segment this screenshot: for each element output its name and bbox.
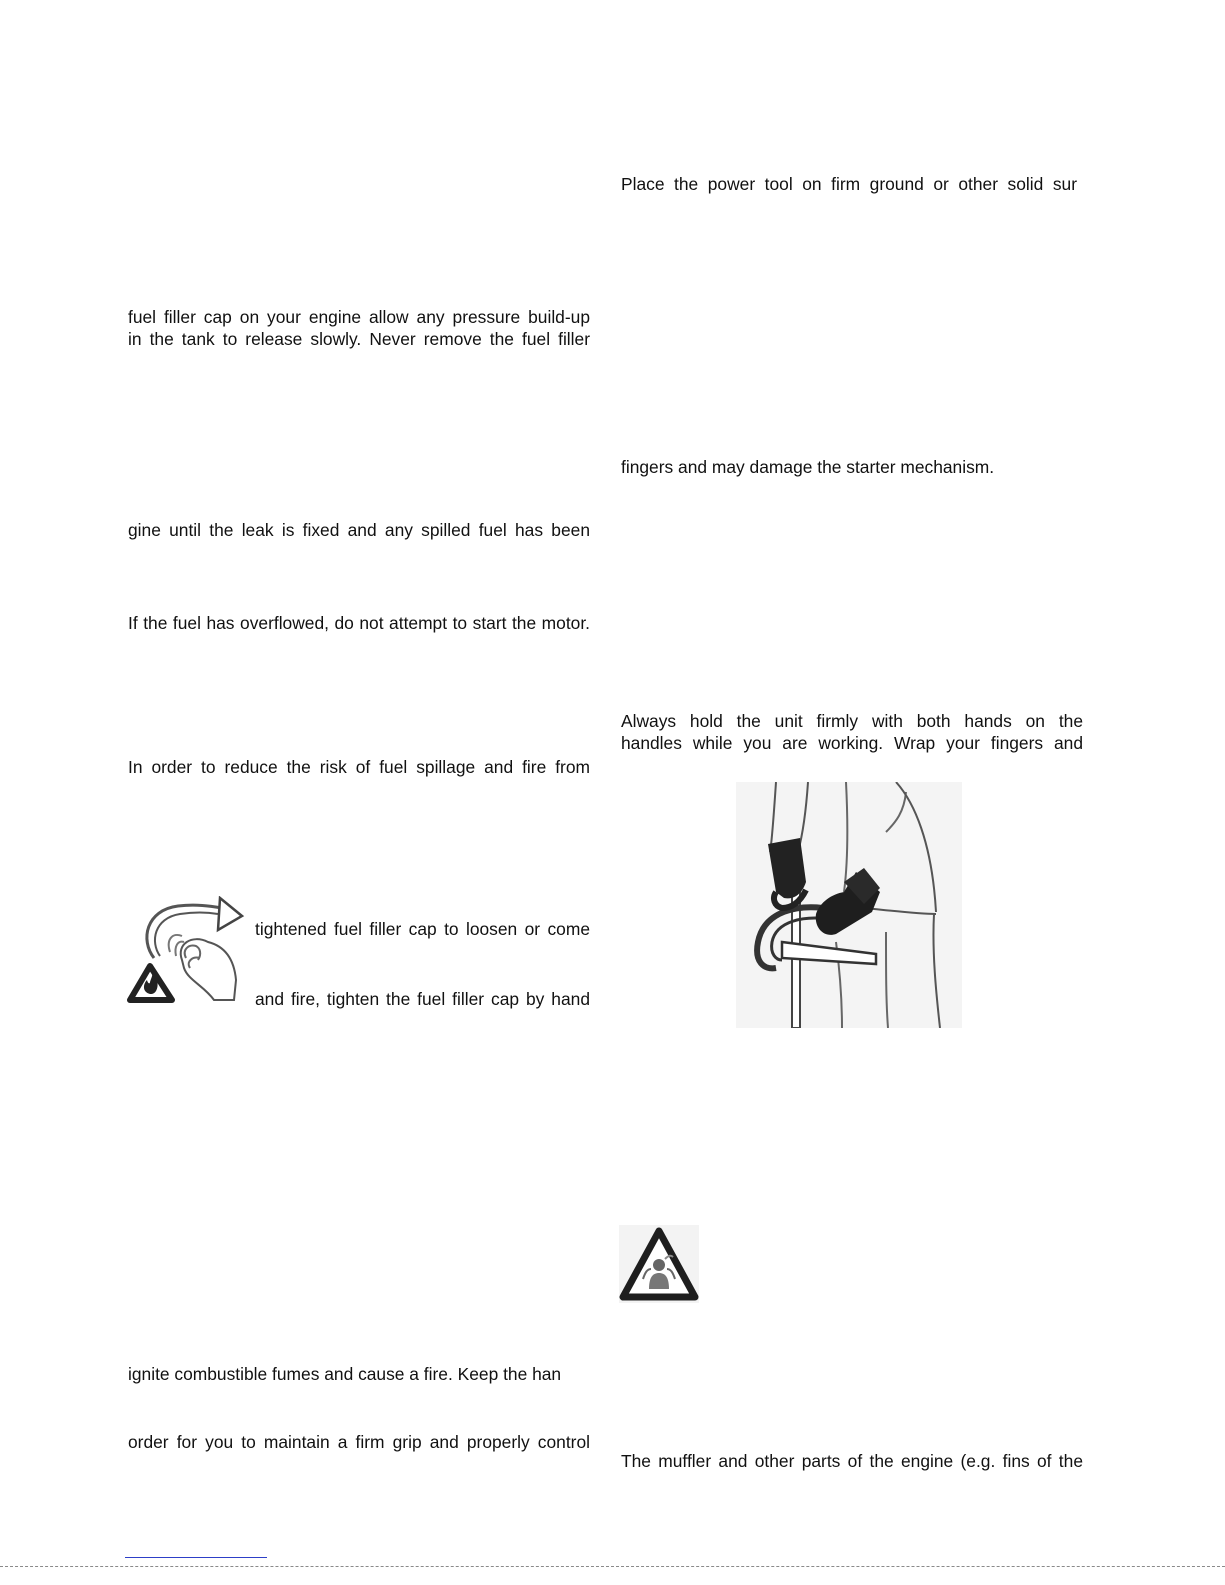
right-text-line: fingers and may damage the starter mechanism.: [621, 457, 995, 477]
hot-surface-warning-icon: [619, 1225, 699, 1303]
right-text-line: handles while you are working. Wrap your fingers and: [621, 733, 1083, 753]
footer-link-rule: [125, 1557, 267, 1558]
left-text-line: tightened fuel filler cap to loosen or come: [255, 919, 590, 939]
left-text-line: ignite combustible fumes and cause a fire. Keep the han: [128, 1364, 562, 1384]
left-text-line: fuel filler cap on your engine allow any pressure build-up: [128, 307, 590, 327]
left-text-line: In order to reduce the risk of fuel spillage and fire from: [128, 757, 590, 777]
left-text-line: order for you to maintain a firm grip and properly control: [128, 1432, 590, 1452]
left-text-line: gine until the leak is fixed and any spilled fuel has been: [128, 520, 590, 540]
right-text-line: Place the power tool on firm ground or other solid sur: [621, 174, 1077, 194]
left-text-line: in the tank to release slowly. Never remove the fuel filler: [128, 329, 590, 349]
right-text-line: Always hold the unit firmly with both hands on the: [621, 711, 1083, 731]
right-text-line: The muffler and other parts of the engine (e.g. fins of the: [621, 1451, 1083, 1471]
fuel-cap-tighten-fire-warning-icon: [126, 896, 246, 1004]
left-text-line: and fire, tighten the fuel filler cap by hand: [255, 989, 590, 1009]
page-bottom-rule: [0, 1566, 1225, 1567]
left-text-line: If the fuel has overflowed, do not attempt to start the motor.: [128, 613, 590, 633]
two-hand-grip-illustration: [736, 782, 962, 1028]
